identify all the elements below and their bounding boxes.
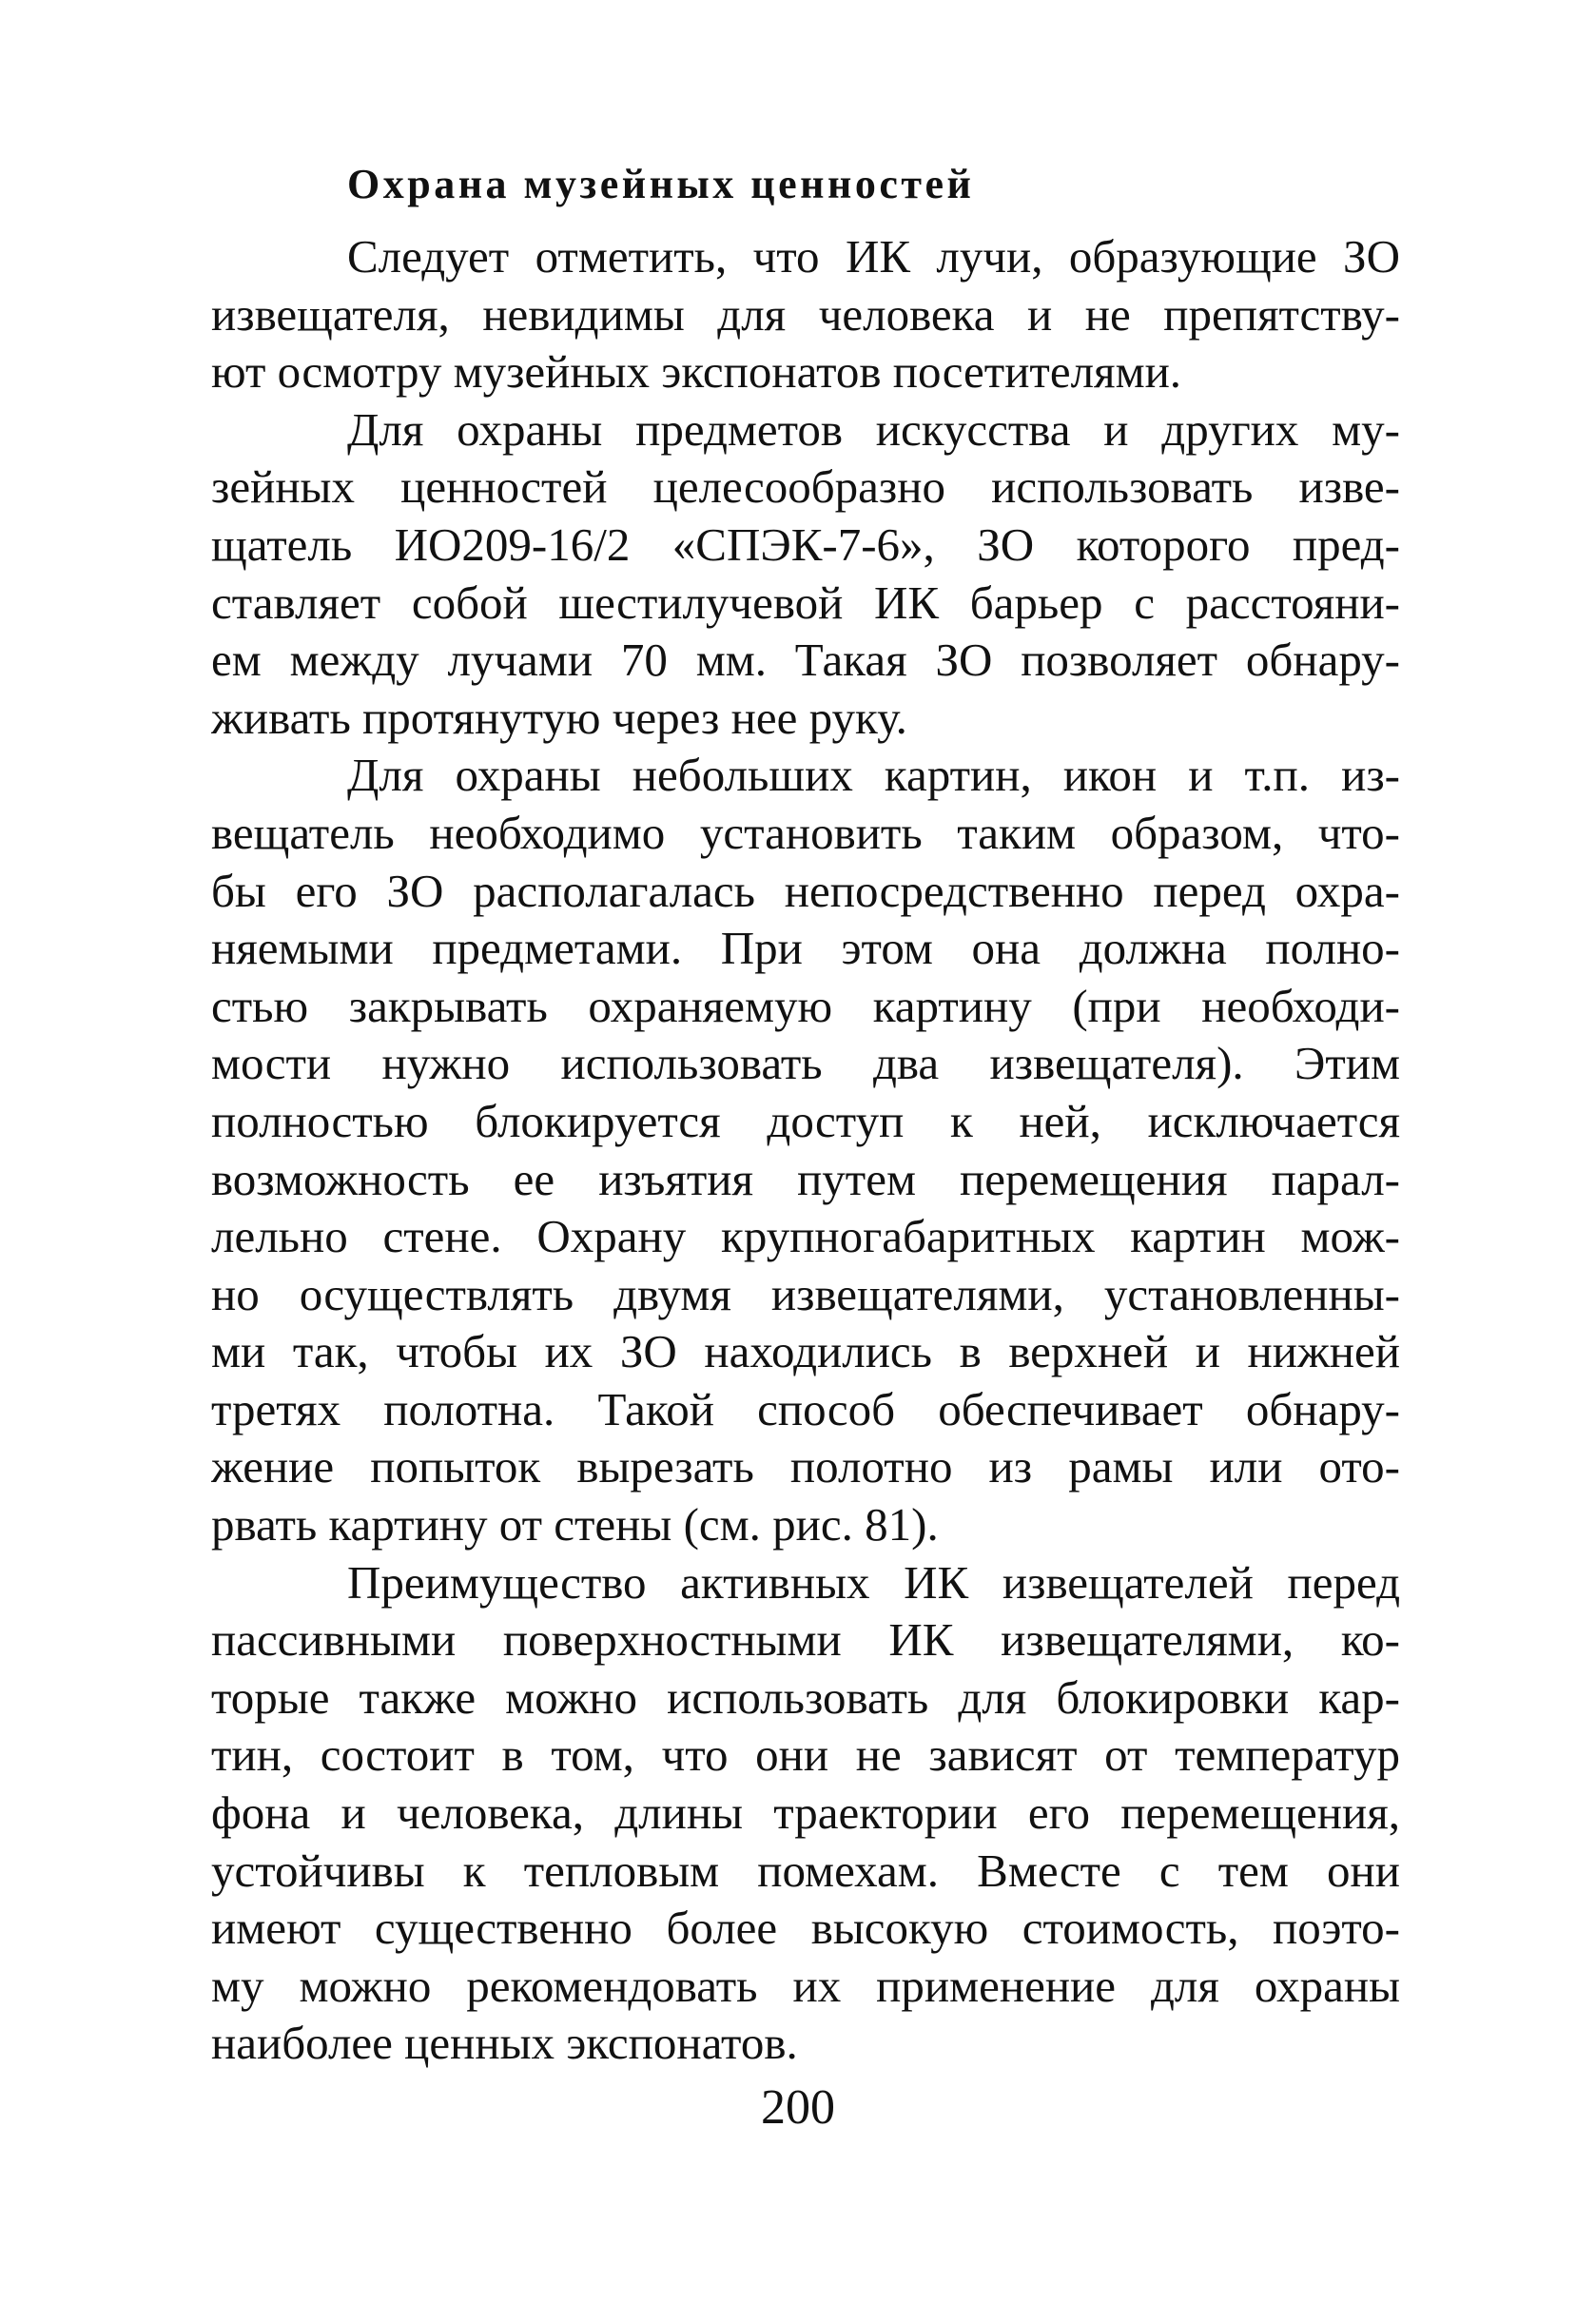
- text-line: няемыми предметами. При этом она должна полно-: [211, 922, 1400, 975]
- text-line: возможность ее изъятия путем перемещения парал-: [211, 1152, 1400, 1205]
- text-line: му можно рекомендовать их применение для охраны: [211, 1959, 1400, 2012]
- text-line: лельно стене. Охрану крупногабаритных картин мож-: [211, 1210, 1400, 1263]
- text-line: ем между лучами 70 мм. Такая ЗО позволяет обнару-: [211, 634, 1400, 687]
- paragraph: [211, 1554, 1400, 2073]
- text-line: зейных ценностей целесообразно использовать изве-: [211, 460, 1400, 514]
- text-line: вещатель необходимо установить таким образом, что-: [211, 806, 1400, 859]
- text-line: Следует отметить, что ИК лучи, образующие ЗО: [347, 230, 1400, 283]
- page-number: 200: [761, 2080, 835, 2135]
- text-line: щатель ИО209-16/2 «СПЭК-7-6», ЗО которого пред-: [211, 517, 1400, 571]
- paragraph: [211, 228, 1400, 401]
- text-line: бы его ЗО располагалась непосредственно перед охра-: [211, 864, 1400, 917]
- text-line: живать протянутую через нее руку.: [211, 691, 907, 744]
- text-line: но осуществлять двумя извещателями, установленны-: [211, 1267, 1400, 1320]
- text-line: третях полотна. Такой способ обеспечивает обнару-: [211, 1382, 1400, 1435]
- text-line: мости нужно использовать два извещателя). Этим: [211, 1037, 1400, 1090]
- text-line: наиболее ценных экспонатов.: [211, 2017, 798, 2070]
- text-line: ставляет собой шестилучевой ИК барьер с расстояни-: [211, 576, 1400, 629]
- body-text: [211, 228, 1400, 2073]
- text-line: устойчивы к тепловым помехам. Вместе с тем они: [211, 1844, 1400, 1897]
- text-line: ют осмотру музейных экспонатов посетителями.: [211, 345, 1182, 399]
- text-line: Преимущество активных ИК извещателей перед: [347, 1555, 1400, 1609]
- text-line: извещателя, невидимы для человека и не препятству-: [211, 287, 1400, 341]
- text-line: рвать картину от стены (см. рис. 81).: [211, 1498, 939, 1552]
- text-line: фона и человека, длины траектории его перемещения,: [211, 1786, 1400, 1840]
- section-heading: Охрана музейных ценностей: [347, 161, 975, 207]
- text-line: жение попыток вырезать полотно из рамы или ото-: [211, 1440, 1400, 1493]
- text-line: торые также можно использовать для блокировки кар-: [211, 1670, 1400, 1724]
- paragraph: [211, 747, 1400, 1553]
- text-line: Для охраны предметов искусства и других му-: [347, 402, 1400, 456]
- text-line: тин, состоит в том, что они не зависят от температур: [211, 1728, 1400, 1782]
- text-line: полностью блокируется доступ к ней, исключается: [211, 1094, 1400, 1147]
- text-line: стью закрывать охраняемую картину (при необходи-: [211, 979, 1400, 1032]
- text-line: Для охраны небольших картин, икон и т.п. из-: [347, 749, 1400, 802]
- text-line: пассивными поверхностными ИК извещателями, ко-: [211, 1613, 1400, 1667]
- text-line: ми так, чтобы их ЗО находились в верхней и нижней: [211, 1325, 1400, 1378]
- paragraph: [211, 401, 1400, 748]
- text-line: имеют существенно более высокую стоимость, поэто-: [211, 1902, 1400, 1955]
